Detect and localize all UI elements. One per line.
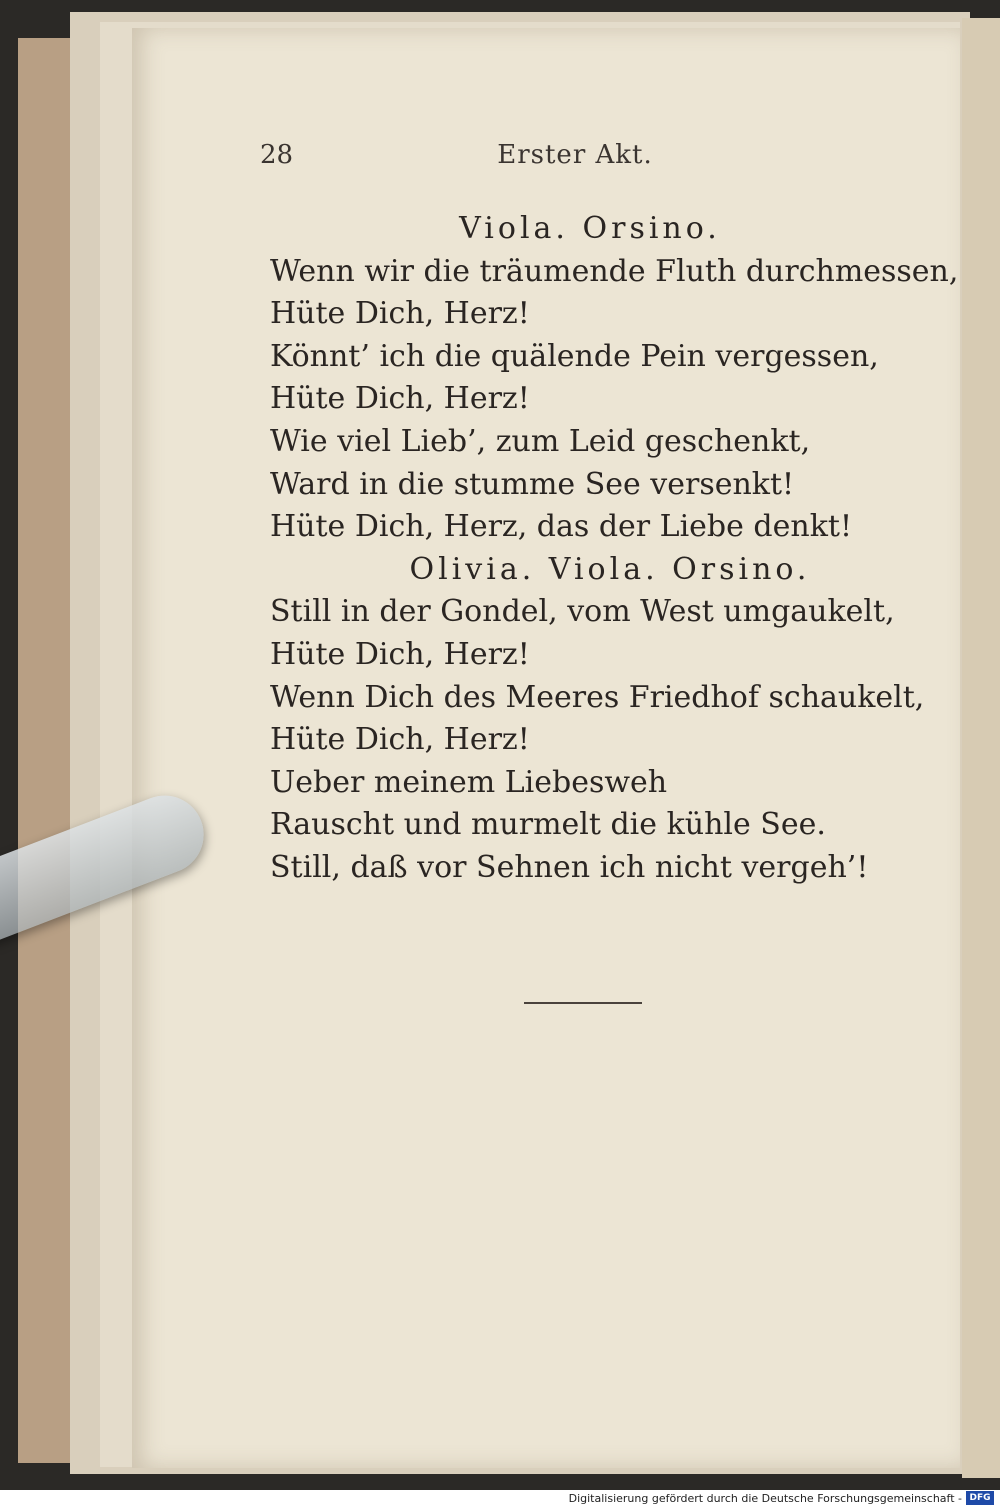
verse-line: Hüte Dich, Herz! [270, 296, 530, 332]
verse-block [270, 208, 959, 890]
section-divider [524, 1002, 642, 1004]
verse-line: Wie viel Lieb’, zum Leid geschenkt, [270, 423, 811, 459]
verse-line: Ward in die stumme See versenkt! [270, 466, 795, 502]
speaker-heading: Olivia. Viola. Orsino. [409, 551, 811, 587]
verse-line: Wenn wir die träumende Fluth durchmessen, [270, 253, 959, 289]
verse-line: Still, daß vor Sehnen ich nicht vergeh’! [270, 849, 869, 885]
digitization-credit: Digitalisierung gefördert durch die Deutsche Forschungsgemeinschaft - [568, 1492, 962, 1505]
facing-page-edge [962, 18, 1000, 1478]
verse-line: Hüte Dich, Herz! [270, 636, 530, 672]
verse-line: Hüte Dich, Herz! [270, 722, 530, 758]
verse-line: Hüte Dich, Herz! [270, 381, 530, 417]
page-header [260, 140, 890, 180]
verse-line: Wenn Dich des Meeres Friedhof schaukelt, [270, 679, 925, 715]
speaker-heading: Viola. Orsino. [459, 211, 721, 246]
verse-line: Hüte Dich, Herz, das der Liebe denkt! [270, 509, 852, 545]
verse-line: Ueber meinem Liebesweh [270, 764, 668, 800]
page-number: 28 [260, 140, 294, 170]
running-head: Erster Akt. [497, 140, 653, 170]
verse-line: Rauscht und murmelt die kühle See. [270, 807, 826, 843]
verse-line: Still in der Gondel, vom West umgaukelt, [270, 594, 895, 630]
dfg-logo: DFG [966, 1491, 994, 1505]
verse-line: Könnt’ ich die quälende Pein vergessen, [270, 338, 879, 374]
